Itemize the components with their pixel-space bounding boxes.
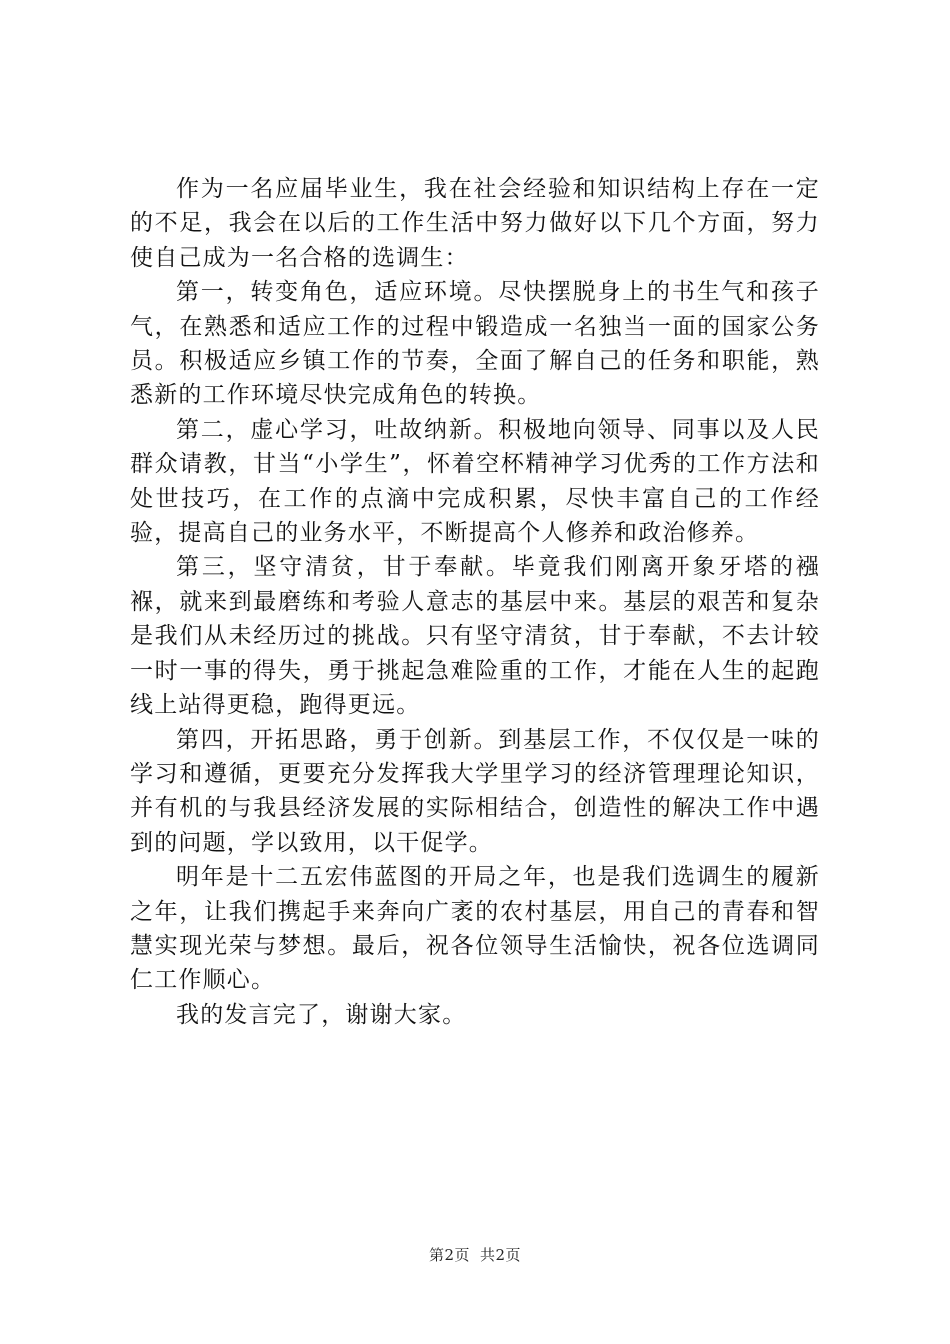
paragraph-point-4: 第四，开拓思路，勇于创新。到基层工作，不仅仅是一味的学习和遵循，更要充分发挥我大学里学习的经济管理理论知识，并有机的与我县经济发展的实际相结合，创造性的解决工作中遇到的问题，学以致用，以干促学。 bbox=[130, 726, 820, 856]
paragraph-closing: 我的发言完了，谢谢大家。 bbox=[176, 1001, 467, 1028]
paragraph-point-2: 第二，虚心学习，吐故纳新。积极地向领导、同事以及人民群众请教，甘当“小学生”，怀着空杯精神学习优秀的工作方法和处世技巧，在工作的点滴中完成积累，尽快丰富自己的工作经验，提高自己的业务水平，不断提高个人修养和政治修养。 bbox=[130, 416, 820, 547]
page-footer bbox=[0, 1244, 950, 1265]
page-total: 共2页 bbox=[480, 1246, 522, 1264]
paragraph-outlook: 明年是十二五宏伟蓝图的开局之年，也是我们选调生的履新之年，让我们携起手来奔向广袤的农村基层，用自己的青春和智慧实现光荣与梦想。最后，祝各位领导生活愉快，祝各位选调同仁工作顺心。 bbox=[130, 864, 820, 994]
paragraph-point-1: 第一，转变角色，适应环境。尽快摆脱身上的书生气和孩子气，在熟悉和适应工作的过程中锻造成一名独当一面的国家公务员。积极适应乡镇工作的节奏，全面了解自己的任务和职能，熟悉新的工作环境尽快完成角色的转换。 bbox=[130, 279, 820, 409]
document-body bbox=[130, 172, 820, 1032]
paragraph-intro: 作为一名应届毕业生，我在社会经验和知识结构上存在一定的不足，我会在以后的工作生活中努力做好以下几个方面，努力使自己成为一名合格的选调生： bbox=[130, 176, 820, 271]
paragraph-point-3: 第三，坚守清贫，甘于奉献。毕竟我们刚离开象牙塔的襁褓，就来到最磨练和考验人意志的基层中来。基层的艰苦和复杂是我们从未经历过的挑战。只有坚守清贫，甘于奉献，不去计较一时一事的得失，勇于挑起急难险重的工作，才能在人生的起跑线上站得更稳，跑得更远。 bbox=[130, 554, 820, 719]
page-number: 第2页 bbox=[428, 1246, 470, 1264]
